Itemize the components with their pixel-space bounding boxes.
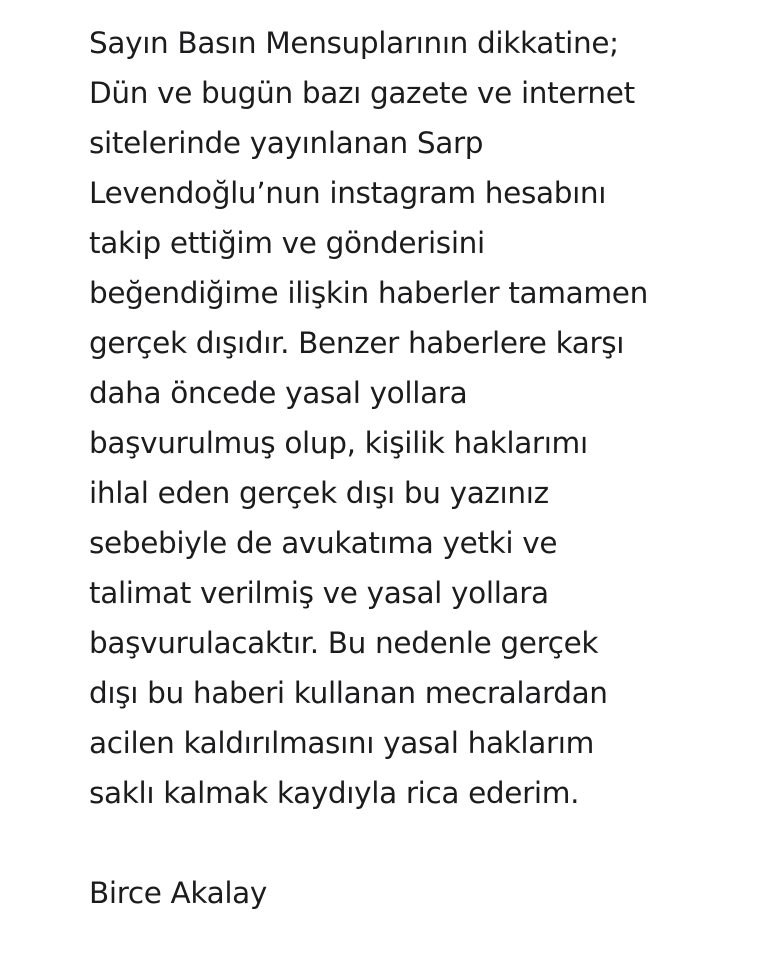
statement-line: takip ettiğim ve gönderisini — [89, 226, 485, 260]
statement-line: beğendiğime ilişkin haberler tamamen — [89, 276, 648, 310]
statement-line: sitelerinde yayınlanan Sarp — [89, 126, 484, 160]
signature: Birce Akalay — [89, 876, 268, 910]
statement-line: başvurulmuş olup, kişilik haklarımı — [89, 426, 588, 460]
statement-body — [89, 18, 730, 818]
statement-line: talimat verilmiş ve yasal yollara — [89, 576, 549, 610]
statement-line: ihlal eden gerçek dışı bu yazınız — [89, 476, 549, 510]
statement-line: sebebiyle de avukatıma yetki ve — [89, 526, 558, 560]
statement-line: acilen kaldırılmasını yasal haklarım — [89, 726, 594, 760]
statement-line: gerçek dışıdır. Benzer haberlere karşı — [89, 326, 625, 360]
statement-line: Levendoğlu’nun instagram hesabını — [89, 176, 607, 210]
statement-line: daha öncede yasal yollara — [89, 376, 468, 410]
statement-line: dışı bu haberi kullanan mecralardan — [89, 676, 608, 710]
statement-line: başvurulacaktır. Bu nedenle gerçek — [89, 626, 599, 660]
statement-line: Sayın Basın Mensuplarının dikkatine; — [89, 26, 619, 60]
statement-line: saklı kalmak kaydıyla rica ederim. — [89, 776, 580, 810]
statement-line: Dün ve bugün bazı gazete ve internet — [89, 76, 635, 110]
